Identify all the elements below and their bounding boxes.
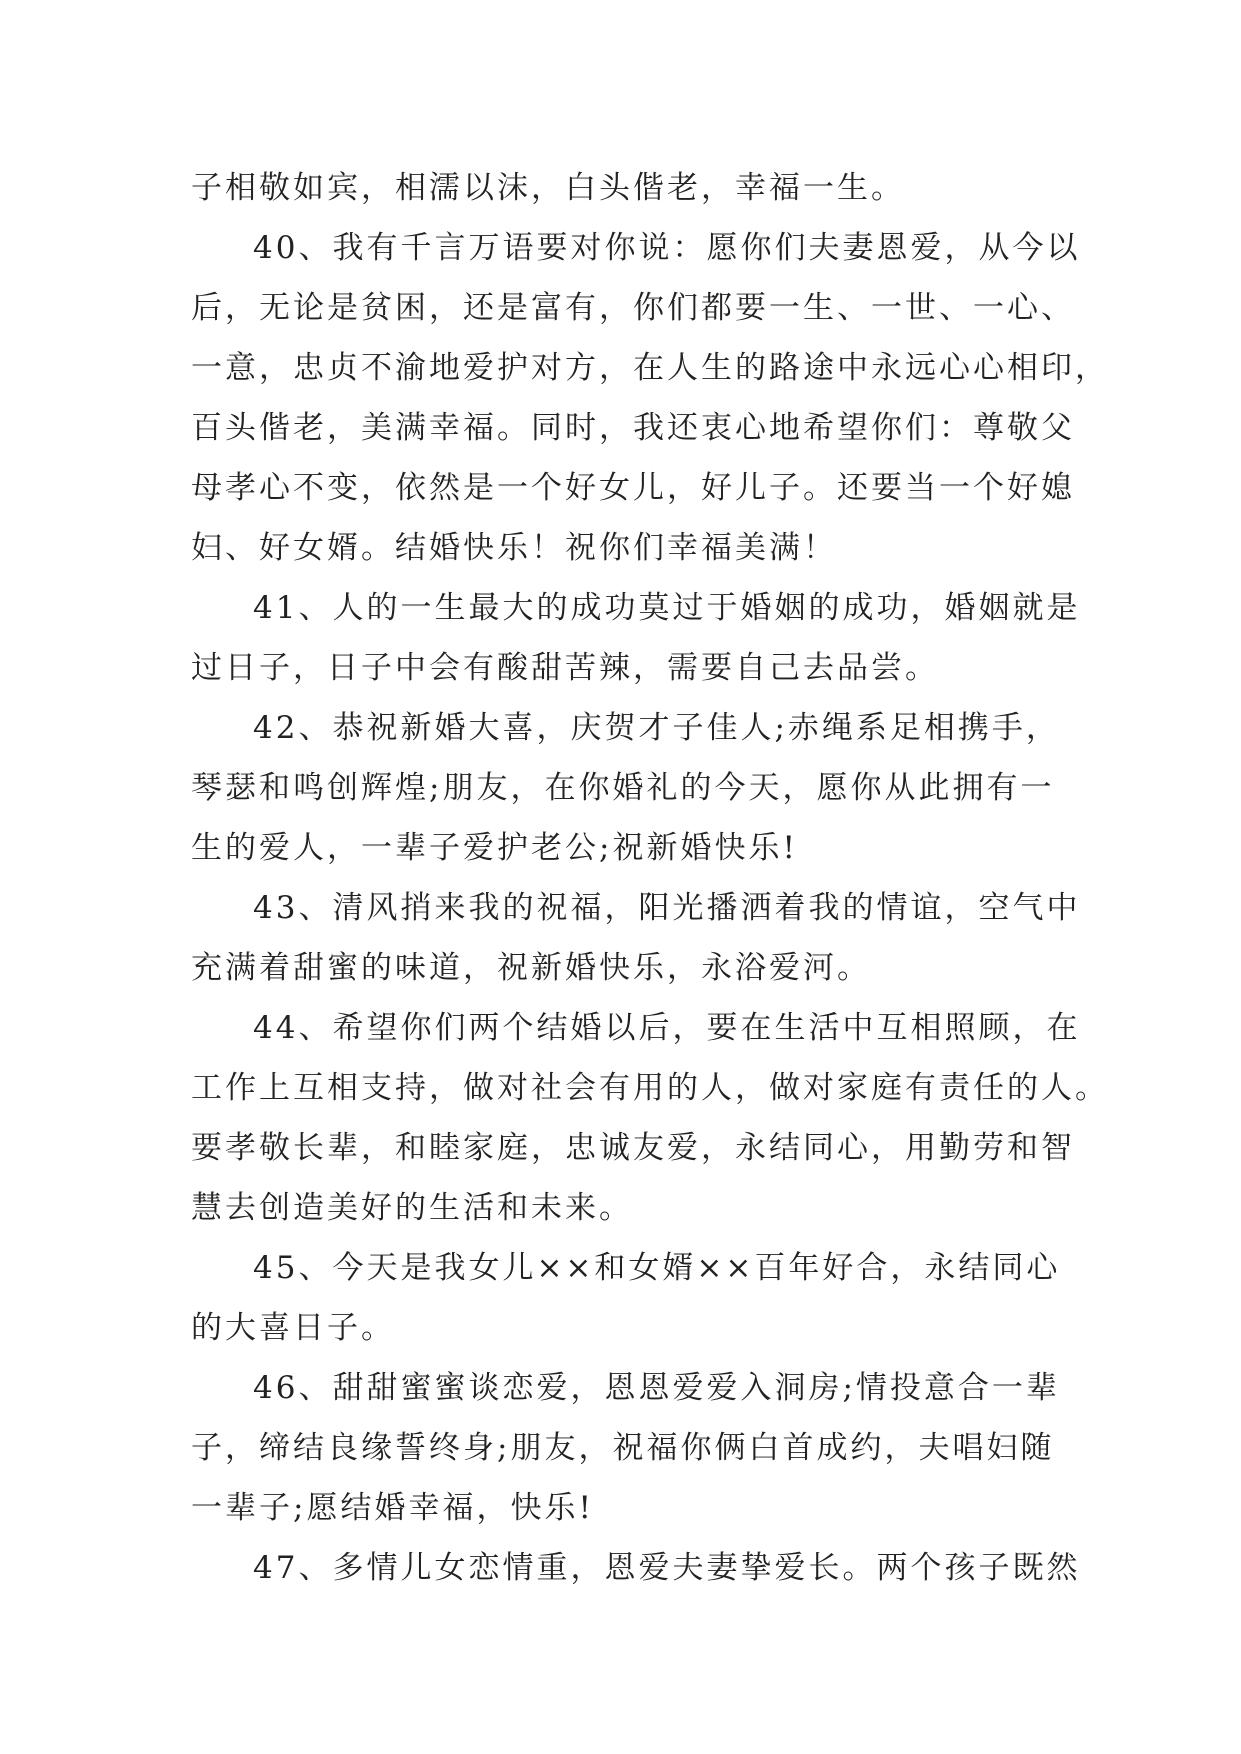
document-body <box>191 158 1109 1598</box>
text-line-paragraph-start: 43、清风捎来我的祝福，阳光播洒着我的情谊，空气中 <box>253 890 1081 926</box>
text-line: 过日子，日子中会有酸甜苦辣，需要自己去品尝。 <box>191 650 939 686</box>
text-line-paragraph-start: 42、恭祝新婚大喜，庆贺才子佳人;赤绳系足相携手， <box>253 710 1060 746</box>
text-line: 一辈子;愿结婚幸福，快乐! <box>191 1490 594 1526</box>
text-line: 子，缔结良缘誓终身;朋友，祝福你俩白首成约，夫唱妇随 <box>191 1430 1055 1466</box>
text-line: 母孝心不变，依然是一个好女儿，好儿子。还要当一个好媳 <box>191 470 1075 506</box>
text-line-paragraph-start: 45、今天是我女儿××和女婿××百年好合，永结同心 <box>253 1250 1061 1286</box>
text-line: 要孝敬长辈，和睦家庭，忠诚友爱，永结同心，用勤劳和智 <box>191 1130 1075 1166</box>
text-line-paragraph-start: 44、希望你们两个结婚以后，要在生活中互相照顾，在 <box>253 1010 1081 1046</box>
text-line-paragraph-start: 41、人的一生最大的成功莫过于婚姻的成功，婚姻就是 <box>253 590 1081 626</box>
text-line: 生的爱人，一辈子爱护老公;祝新婚快乐! <box>191 830 798 866</box>
text-line: 子相敬如宾，相濡以沫，白头偕老，幸福一生。 <box>191 170 905 206</box>
text-line: 妇、好女婿。结婚快乐！祝你们幸福美满！ <box>191 530 837 566</box>
text-line: 后，无论是贫困，还是富有，你们都要一生、一世、一心、 <box>191 290 1075 326</box>
text-line-paragraph-start: 40、我有千言万语要对你说：愿你们夫妻恩爱，从今以 <box>253 230 1081 266</box>
text-line: 充满着甜蜜的味道，祝新婚快乐，永浴爱河。 <box>191 950 871 986</box>
text-line: 的大喜日子。 <box>191 1310 395 1346</box>
text-line-paragraph-start: 47、多情儿女恋情重，恩爱夫妻挚爱长。两个孩子既然 <box>253 1550 1081 1586</box>
text-line: 琴瑟和鸣创辉煌;朋友，在你婚礼的今天，愿你从此拥有一 <box>191 770 1055 806</box>
text-line: 百头偕老，美满幸福。同时，我还衷心地希望你们：尊敬父 <box>191 410 1075 446</box>
text-line-paragraph-start: 46、甜甜蜜蜜谈恋爱，恩恩爱爱入洞房;情投意合一辈 <box>253 1370 1060 1406</box>
text-line: 一意，忠贞不渝地爱护对方，在人生的路途中永远心心相印， <box>191 350 1109 386</box>
text-line: 慧去创造美好的生活和未来。 <box>191 1190 633 1226</box>
text-line: 工作上互相支持，做对社会有用的人，做对家庭有责任的人。 <box>191 1070 1109 1106</box>
